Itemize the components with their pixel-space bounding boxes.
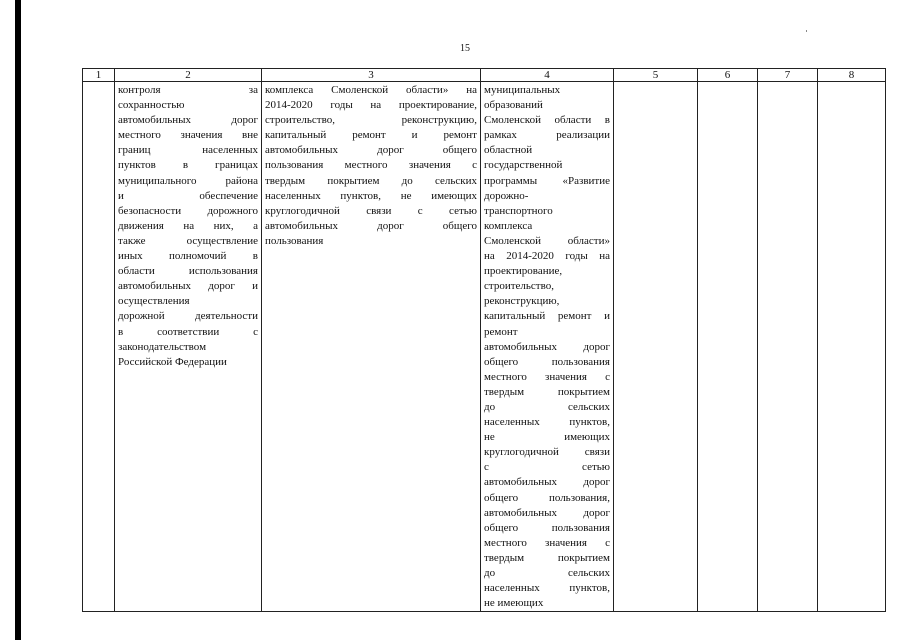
text-line: общего пользования, [484, 491, 610, 504]
text-line: проектирование, [484, 265, 563, 278]
cell-col1 [83, 82, 115, 612]
text-line: также осуществление [118, 234, 258, 247]
text-line: иных полномочий в [118, 250, 258, 263]
text-line: на 2014-2020 годы на [484, 250, 610, 263]
text-line: области использования [118, 265, 258, 278]
text-line: с сетью [484, 461, 610, 474]
text-line: круглогодичной связи [484, 446, 610, 459]
text-line: безопасности дорожного [118, 204, 258, 217]
text-line: пунктов в границах [118, 159, 258, 172]
text-line: Смоленской области» [484, 234, 610, 247]
text-line: осуществления [118, 295, 190, 308]
col-header-2: 2 [115, 69, 262, 82]
cell-col3 [262, 82, 481, 612]
text-line: областной [484, 144, 533, 157]
text-line: муниципального района [118, 174, 258, 187]
text-line: круглогодичной связи с сетью [265, 204, 477, 217]
col3-text [262, 82, 480, 249]
col-header-6: 6 [698, 69, 758, 82]
text-line: автомобильных дорог общего [265, 144, 477, 157]
text-line: капитальный ремонт и [484, 310, 610, 323]
col-header-5: 5 [614, 69, 698, 82]
text-line: границ населенных [118, 144, 258, 157]
text-line: реконструкцию, [484, 295, 560, 308]
cell-col4 [481, 82, 614, 612]
cell-col2 [115, 82, 262, 612]
text-line: населенных пунктов, [484, 416, 610, 429]
text-line: комплекса [484, 219, 533, 232]
text-line: общего пользования [484, 355, 610, 368]
text-line: твердым покрытием до сельских [265, 174, 477, 187]
text-line: в соответствии с [118, 325, 258, 338]
text-line: автомобильных дорог [118, 114, 258, 127]
text-line: программы «Развитие [484, 174, 610, 187]
col-header-4: 4 [481, 69, 614, 82]
text-line: строительство, реконструкцию, [265, 114, 477, 127]
text-line: населенных пунктов, не имеющих [265, 189, 477, 202]
text-line: движения на них, а [118, 219, 258, 232]
text-line: законодательством [118, 340, 207, 353]
text-line: пользования местного значения с [265, 159, 477, 172]
text-line: местного значения с [484, 536, 610, 549]
text-line: комплекса Смоленской области» на [265, 84, 477, 96]
text-line: капитальный ремонт и ремонт [265, 129, 477, 142]
cell-col6 [698, 82, 758, 612]
text-line: твердым покрытием [484, 385, 610, 398]
text-line: автомобильных дорог [484, 340, 610, 353]
col2-text [115, 82, 261, 370]
text-line: муниципальных [484, 84, 561, 96]
text-line: твердым покрытием [484, 551, 610, 564]
text-line: государственной [484, 159, 563, 172]
text-line: автомобильных дорог [484, 506, 610, 519]
text-line: не имеющих [484, 431, 610, 444]
cell-col7 [758, 82, 818, 612]
text-line: общего пользования [484, 521, 610, 534]
text-line: транспортного [484, 204, 553, 217]
text-line: автомобильных дорог и [118, 280, 258, 293]
col-header-1: 1 [83, 69, 115, 82]
cell-col5 [614, 82, 698, 612]
text-line: сохранностью [118, 99, 185, 112]
text-line: строительство, [484, 280, 554, 293]
text-line: до сельских [484, 400, 610, 413]
text-line: 2014-2020 годы на проектирование, [265, 99, 477, 112]
text-line: ремонт [484, 325, 518, 338]
text-line: и обеспечение [118, 189, 258, 202]
page-number: 15 [460, 43, 470, 54]
text-line: не имеющих [484, 597, 544, 610]
col-header-8: 8 [818, 69, 886, 82]
text-line: местного значения вне [118, 129, 258, 142]
text-line: пользования [265, 234, 324, 247]
scan-speck [806, 30, 807, 32]
col-header-7: 7 [758, 69, 818, 82]
text-line: автомобильных дорог [484, 476, 610, 489]
header-row [83, 69, 886, 82]
text-line: дорожно- [484, 189, 529, 202]
cell-col8 [818, 82, 886, 612]
text-line: рамках реализации [484, 129, 610, 142]
col4-text [481, 82, 613, 611]
text-line: дорожной деятельности [118, 310, 258, 323]
text-line: контроля за [118, 84, 258, 96]
text-line: до сельских [484, 567, 610, 579]
text-line: образований [484, 99, 543, 112]
text-line: автомобильных дорог общего [265, 219, 477, 232]
text-line: местного значения с [484, 370, 610, 383]
table-row [83, 82, 886, 612]
text-line: населенных пунктов, [484, 582, 610, 595]
text-line: Смоленской области в [484, 114, 610, 127]
col-header-3: 3 [262, 69, 481, 82]
document-table [82, 68, 886, 612]
binding-edge-bar [15, 0, 21, 640]
text-line: Российской Федерации [118, 355, 227, 368]
